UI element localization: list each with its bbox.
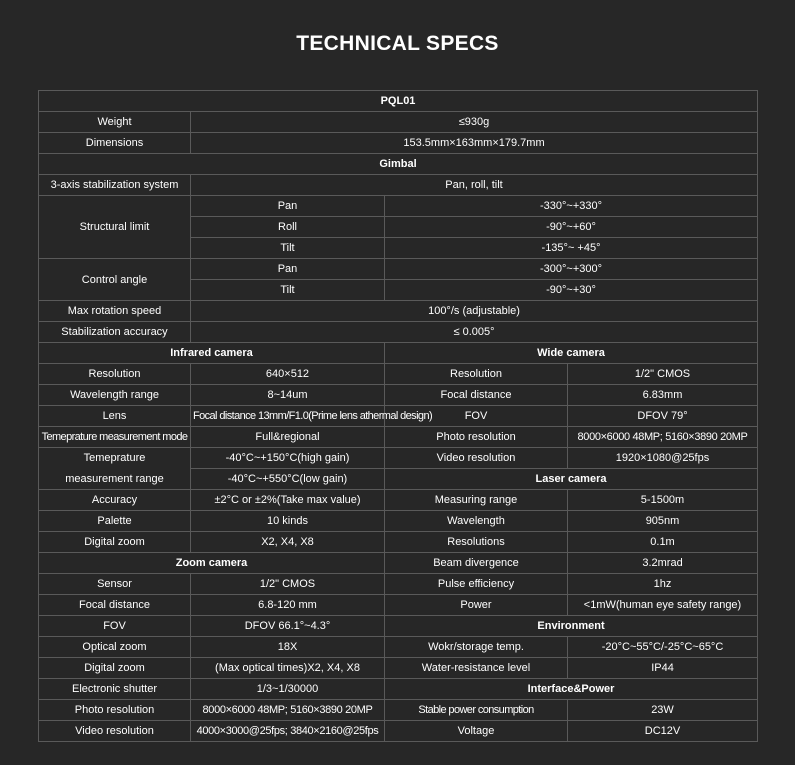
spec-label: Temeprature xyxy=(39,448,191,469)
spec-label: Control angle xyxy=(39,259,191,301)
table-row xyxy=(39,532,758,553)
spec-label: Accuracy xyxy=(39,490,191,511)
table-row xyxy=(39,574,758,595)
table-row xyxy=(39,259,758,280)
spec-label: Pulse efficiency xyxy=(385,574,568,595)
spec-label: Stabilization accuracy xyxy=(39,322,191,343)
spec-value: Focal distance 13mm/F1.0(Prime lens athermal design) xyxy=(191,406,385,427)
axis-label: Roll xyxy=(191,217,385,238)
table-row xyxy=(39,616,758,637)
spec-value: <1mW(human eye safety range) xyxy=(568,595,758,616)
section-header-infrared-camera: Infrared camera xyxy=(39,343,385,364)
spec-value: 8000×6000 48MP; 5160×3890 20MP xyxy=(568,427,758,448)
spec-label: Water-resistance level xyxy=(385,658,568,679)
spec-label: Wavelength range xyxy=(39,385,191,406)
section-header-environment: Environment xyxy=(385,616,758,637)
spec-label: Stable power consumption xyxy=(385,700,568,721)
spec-value: 18X xyxy=(191,637,385,658)
spec-value: 6.83mm xyxy=(568,385,758,406)
spec-value: IP44 xyxy=(568,658,758,679)
model-header: PQL01 xyxy=(39,91,758,112)
spec-label: Electronic shutter xyxy=(39,679,191,700)
axis-label: Tilt xyxy=(191,238,385,259)
spec-value: -40°C~+550°C(low gain) xyxy=(191,469,385,490)
spec-label: FOV xyxy=(385,406,568,427)
spec-value: 5-1500m xyxy=(568,490,758,511)
axis-range: -330°~+330° xyxy=(385,196,758,217)
spec-label: Resolution xyxy=(39,364,191,385)
spec-value: 1hz xyxy=(568,574,758,595)
spec-value: ≤930g xyxy=(191,112,758,133)
spec-label: Sensor xyxy=(39,574,191,595)
table-row xyxy=(39,406,758,427)
table-row xyxy=(39,154,758,175)
spec-value: 6.8-120 mm xyxy=(191,595,385,616)
table-row xyxy=(39,490,758,511)
spec-value: 1/3~1/30000 xyxy=(191,679,385,700)
axis-range: -300°~+300° xyxy=(385,259,758,280)
spec-value: 1/2" CMOS xyxy=(191,574,385,595)
spec-label: Wavelength xyxy=(385,511,568,532)
spec-value: DC12V xyxy=(568,721,758,742)
spec-label: measurement range xyxy=(39,469,191,490)
table-row xyxy=(39,700,758,721)
table-row xyxy=(39,364,758,385)
table-row xyxy=(39,637,758,658)
spec-value: -20°C~55°C/-25°C~65°C xyxy=(568,637,758,658)
table-row xyxy=(39,427,758,448)
axis-label: Pan xyxy=(191,259,385,280)
spec-label: Photo resolution xyxy=(385,427,568,448)
table-row xyxy=(39,658,758,679)
spec-label: Wokr/storage temp. xyxy=(385,637,568,658)
spec-value: 640×512 xyxy=(191,364,385,385)
table-row xyxy=(39,133,758,154)
spec-value: (Max optical times)X2, X4, X8 xyxy=(191,658,385,679)
spec-label: Dimensions xyxy=(39,133,191,154)
table-row xyxy=(39,511,758,532)
spec-label: Structural limit xyxy=(39,196,191,259)
spec-value: 100°/s (adjustable) xyxy=(191,301,758,322)
table-row xyxy=(39,343,758,364)
spec-value: DFOV 79° xyxy=(568,406,758,427)
section-header-interface-power: Interface&Power xyxy=(385,679,758,700)
table-row xyxy=(39,196,758,217)
table-row xyxy=(39,91,758,112)
spec-value: ≤ 0.005° xyxy=(191,322,758,343)
spec-value: 3.2mrad xyxy=(568,553,758,574)
spec-value: -40°C~+150°C(high gain) xyxy=(191,448,385,469)
page-title: TECHNICAL SPECS xyxy=(296,32,499,55)
spec-value: 1920×1080@25fps xyxy=(568,448,758,469)
spec-value: 23W xyxy=(568,700,758,721)
axis-range: -90°~+30° xyxy=(385,280,758,301)
section-header-wide-camera: Wide camera xyxy=(385,343,758,364)
table-row xyxy=(39,595,758,616)
spec-label: Temeprature measurement mode xyxy=(39,427,191,448)
axis-range: -90°~+60° xyxy=(385,217,758,238)
spec-label: Weight xyxy=(39,112,191,133)
spec-value: ±2°C or ±2%(Take max value) xyxy=(191,490,385,511)
spec-value: DFOV 66.1°~4.3° xyxy=(191,616,385,637)
spec-value: 1/2" CMOS xyxy=(568,364,758,385)
spec-label: Max rotation speed xyxy=(39,301,191,322)
spec-label: FOV xyxy=(39,616,191,637)
table-row xyxy=(39,175,758,196)
spec-value: 153.5mm×163mm×179.7mm xyxy=(191,133,758,154)
spec-label: Photo resolution xyxy=(39,700,191,721)
spec-value: X2, X4, X8 xyxy=(191,532,385,553)
section-header-laser-camera: Laser camera xyxy=(385,469,758,490)
table-row xyxy=(39,469,758,490)
section-header-zoom-camera: Zoom camera xyxy=(39,553,385,574)
spec-label: Focal distance xyxy=(39,595,191,616)
axis-label: Pan xyxy=(191,196,385,217)
table-row xyxy=(39,322,758,343)
spec-label: Lens xyxy=(39,406,191,427)
spec-value: Full&regional xyxy=(191,427,385,448)
table-row xyxy=(39,385,758,406)
table-row xyxy=(39,448,758,469)
spec-value: 8~14um xyxy=(191,385,385,406)
table-row xyxy=(39,679,758,700)
axis-range: -135°~ +45° xyxy=(385,238,758,259)
spec-value: 8000×6000 48MP; 5160×3890 20MP xyxy=(191,700,385,721)
spec-label: Digital zoom xyxy=(39,532,191,553)
table-row xyxy=(39,721,758,742)
spec-value: 0.1m xyxy=(568,532,758,553)
spec-label: Digital zoom xyxy=(39,658,191,679)
spec-value: 10 kinds xyxy=(191,511,385,532)
spec-label: Measuring range xyxy=(385,490,568,511)
spec-label: Focal distance xyxy=(385,385,568,406)
spec-label: 3-axis stabilization system xyxy=(39,175,191,196)
spec-label: Resolutions xyxy=(385,532,568,553)
table-row xyxy=(39,112,758,133)
spec-value: 4000×3000@25fps; 3840×2160@25fps xyxy=(191,721,385,742)
spec-label: Voltage xyxy=(385,721,568,742)
specs-table xyxy=(38,90,758,742)
spec-value: 905nm xyxy=(568,511,758,532)
spec-label: Video resolution xyxy=(385,448,568,469)
spec-label: Video resolution xyxy=(39,721,191,742)
spec-label: Palette xyxy=(39,511,191,532)
spec-label: Beam divergence xyxy=(385,553,568,574)
spec-label: Optical zoom xyxy=(39,637,191,658)
spec-label: Power xyxy=(385,595,568,616)
spec-label: Resolution xyxy=(385,364,568,385)
section-header-gimbal: Gimbal xyxy=(39,154,758,175)
spec-value: Pan, roll, tilt xyxy=(191,175,758,196)
table-row xyxy=(39,301,758,322)
axis-label: Tilt xyxy=(191,280,385,301)
table-row xyxy=(39,553,758,574)
